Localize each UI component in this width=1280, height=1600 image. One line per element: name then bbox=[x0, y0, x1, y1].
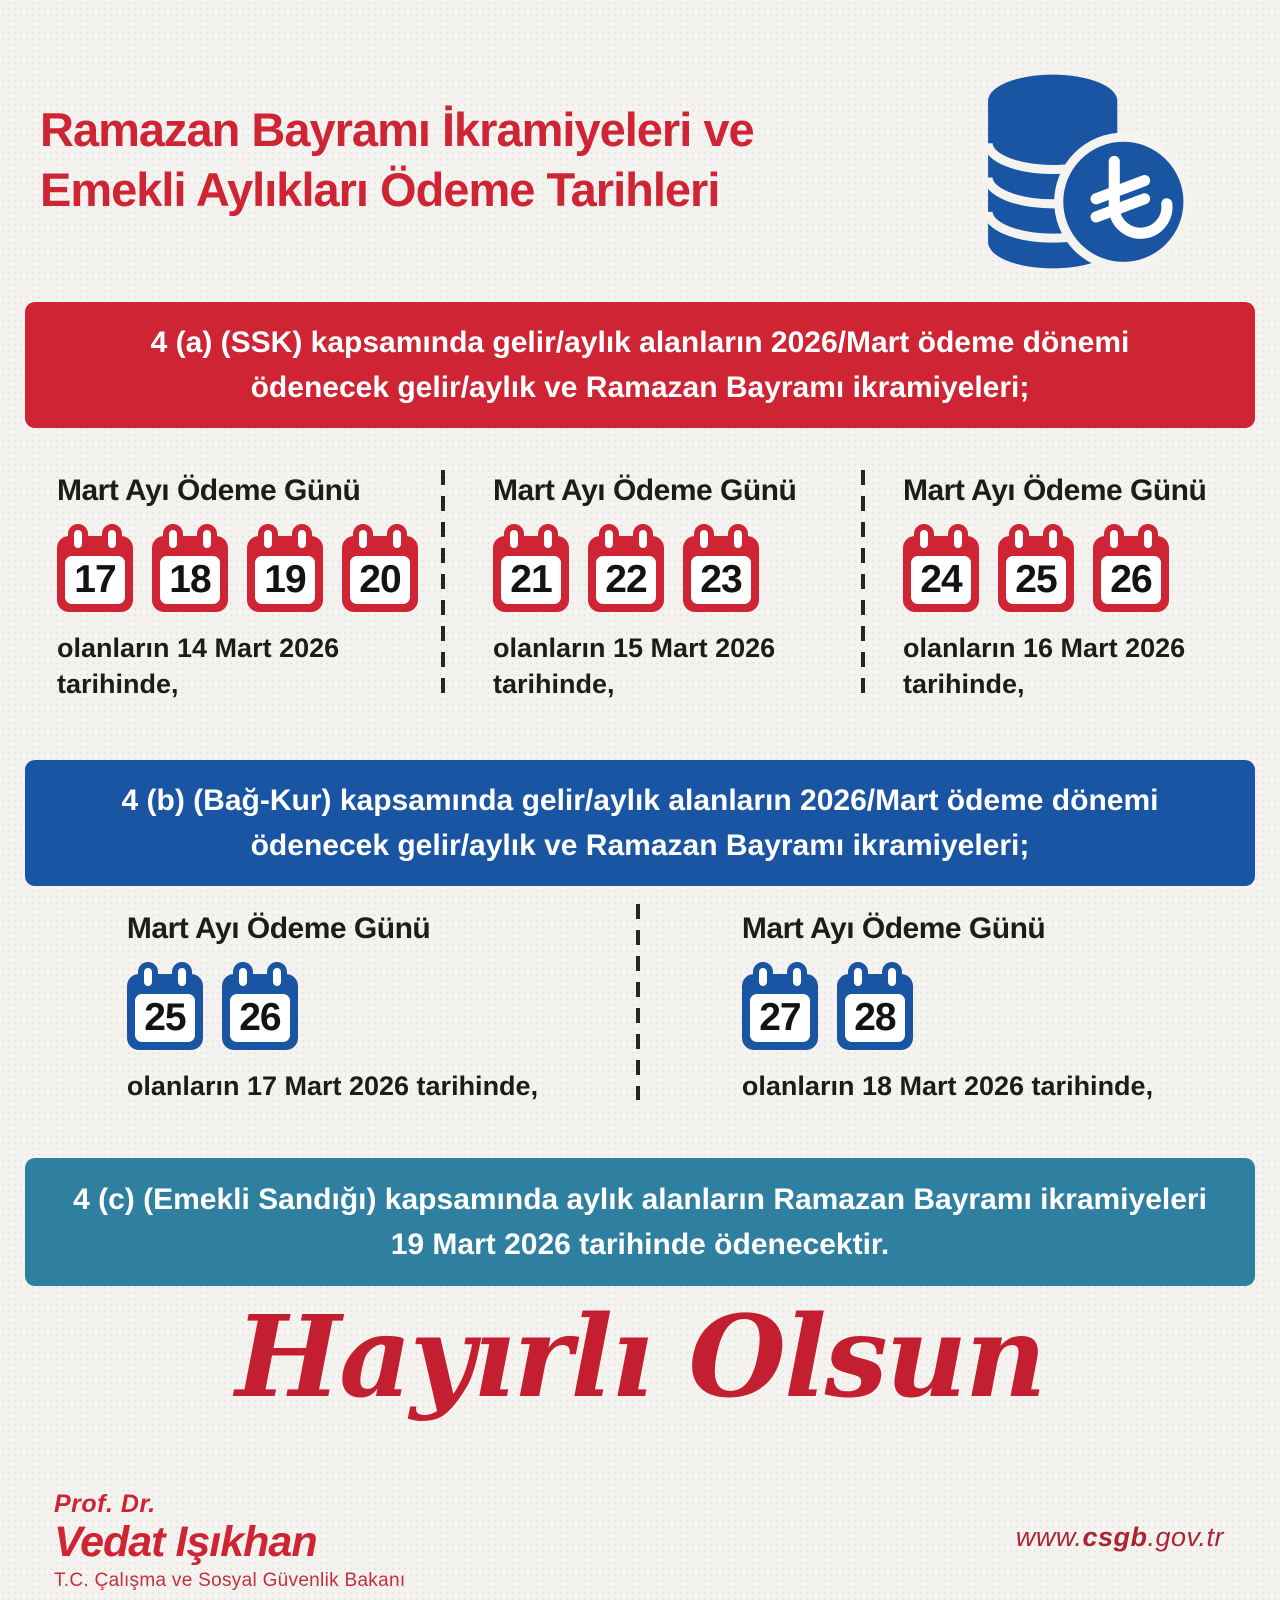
calendar-day-17: 17 bbox=[57, 524, 133, 612]
calendar-day-20: 20 bbox=[342, 524, 418, 612]
calendar-group bbox=[742, 962, 1153, 1050]
banner-4c-text: 4 (c) (Emekli Sandığı) kapsamında aylık alanların Ramazan Bayramı ikramiyeleri 19 Mart 2026 tarihinde ödenecektir. bbox=[73, 1183, 1207, 1261]
calendar-day-26: 26 bbox=[1093, 524, 1169, 612]
calendar-day-28: 28 bbox=[837, 962, 913, 1050]
ssk-section-3 bbox=[865, 462, 1255, 702]
calendar-group bbox=[493, 524, 865, 612]
calendar-day-18: 18 bbox=[152, 524, 228, 612]
website-url: www.csgb.gov.tr bbox=[1015, 1522, 1224, 1552]
calendar-day-27: 27 bbox=[742, 962, 818, 1050]
bagkur-section-2 bbox=[640, 896, 1255, 1108]
page-title-line2: Emekli Aylıkları Ödeme Tarihleri bbox=[40, 163, 720, 217]
coin-stack-turkish-lira-icon bbox=[980, 62, 1192, 280]
payment-row-bagkur bbox=[25, 896, 1255, 1108]
section-note: olanların 16 Mart 2026 tarihinde, bbox=[903, 633, 1186, 700]
banner-4a-ssk bbox=[25, 302, 1255, 428]
section-heading: Mart Ayı Ödeme Günü bbox=[126, 912, 431, 945]
banner-4a-text: 4 (a) (SSK) kapsamında gelir/aylık alanların 2026/Mart ödeme dönemi ödenecek gelir/aylık ve Ramazan Bayramı ikramiyeleri; bbox=[150, 326, 1130, 404]
page-title bbox=[40, 100, 754, 220]
section-heading: Mart Ayı Ödeme Günü bbox=[493, 474, 797, 507]
calendar-group bbox=[127, 962, 538, 1050]
minister-title: Prof. Dr. bbox=[54, 1490, 156, 1518]
calendar-day-25: 25 bbox=[998, 524, 1074, 612]
section-note: olanların 15 Mart 2026 tarihinde, bbox=[493, 633, 776, 700]
calendar-day-21: 21 bbox=[493, 524, 569, 612]
bagkur-section-1 bbox=[25, 896, 640, 1108]
calendar-day-23: 23 bbox=[683, 524, 759, 612]
calendar-group bbox=[903, 524, 1255, 612]
calendar-day-26: 26 bbox=[222, 962, 298, 1050]
section-heading: Mart Ayı Ödeme Günü bbox=[57, 474, 361, 507]
calendar-group bbox=[57, 524, 445, 612]
ssk-section-1 bbox=[25, 462, 445, 702]
banner-4b-bagkur bbox=[25, 760, 1255, 886]
closing-message: Hayırlı Olsun bbox=[235, 1292, 1045, 1423]
minister-name: Vedat Işıkhan bbox=[54, 1518, 317, 1566]
calendar-day-22: 22 bbox=[588, 524, 664, 612]
banner-4b-text: 4 (b) (Bağ-Kur) kapsamında gelir/aylık alanların 2026/Mart ödeme dönemi ödenecek gelir/aylık ve Ramazan Bayramı ikramiyeleri; bbox=[121, 784, 1159, 862]
section-heading: Mart Ayı Ödeme Günü bbox=[741, 912, 1046, 945]
minister-signature bbox=[54, 1490, 405, 1592]
payment-row-ssk bbox=[25, 462, 1255, 702]
section-heading: Mart Ayı Ödeme Günü bbox=[903, 474, 1207, 507]
section-note: olanların 17 Mart 2026 tarihinde, bbox=[126, 1071, 539, 1101]
calendar-day-24: 24 bbox=[903, 524, 979, 612]
page-title-line1: Ramazan Bayramı İkramiyeleri ve bbox=[40, 103, 754, 156]
banner-4c-emekli-sandigi bbox=[25, 1158, 1255, 1286]
section-note: olanların 14 Mart 2026 tarihinde, bbox=[57, 633, 340, 700]
section-note: olanların 18 Mart 2026 tarihinde, bbox=[741, 1071, 1154, 1101]
calendar-day-19: 19 bbox=[247, 524, 323, 612]
ssk-section-2 bbox=[445, 462, 865, 702]
minister-role: T.C. Çalışma ve Sosyal Güvenlik Bakanı bbox=[54, 1570, 406, 1592]
calendar-day-25: 25 bbox=[127, 962, 203, 1050]
